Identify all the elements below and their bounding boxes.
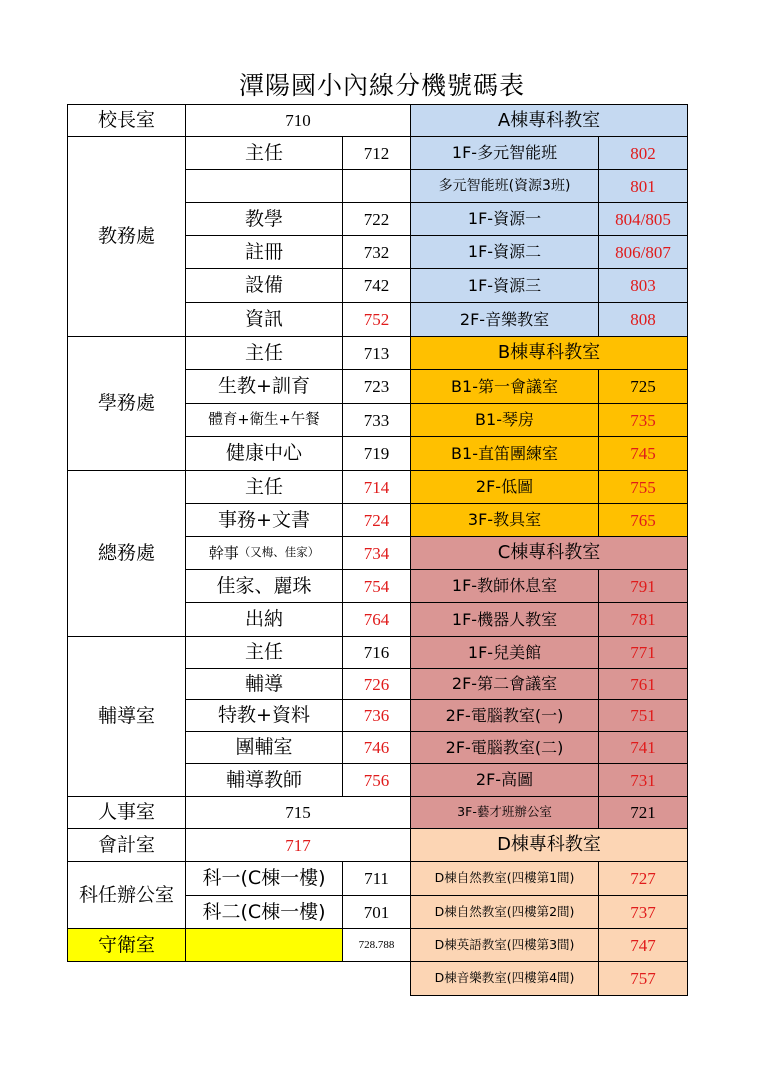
academic-label: 資訊 — [185, 302, 343, 337]
page-title: 潭陽國小內線分機號碼表 — [238, 71, 525, 100]
general-ext: 714 — [342, 470, 411, 504]
b-ext: 725 — [598, 369, 688, 404]
student-ext: 719 — [342, 436, 411, 471]
dept-personnel: 人事室 — [67, 796, 186, 829]
student-ext: 733 — [342, 403, 411, 437]
subject-label: 科二(C棟一樓) — [185, 895, 343, 929]
a-room: 多元智能班(資源3班) — [410, 169, 599, 203]
academic-label: 註冊 — [185, 235, 343, 269]
c-ext: 751 — [598, 699, 688, 732]
c-block-header: C棟專科教室 — [410, 536, 688, 570]
c-room: 2F-電腦教室(二) — [410, 731, 599, 764]
d-block-header: D棟專科教室 — [410, 828, 688, 862]
academic-label: 設備 — [185, 268, 343, 303]
a-room: 1F-資源二 — [410, 235, 599, 269]
b-room: 2F-低圖 — [410, 470, 599, 504]
counseling-ext: 726 — [342, 668, 411, 700]
c-ext: 761 — [598, 668, 688, 700]
c-ext: 721 — [598, 796, 688, 829]
d-ext: 757 — [598, 961, 688, 996]
counseling-ext: 736 — [342, 699, 411, 732]
general-label: 佳家、麗珠 — [185, 569, 343, 603]
a-block-header: A棟專科教室 — [410, 104, 688, 137]
counseling-label: 輔導教師 — [185, 763, 343, 797]
ext-personnel: 715 — [185, 796, 411, 829]
dept-student-affairs: 學務處 — [67, 336, 186, 471]
c-room: 1F-機器人教室 — [410, 602, 599, 637]
b-ext: 765 — [598, 503, 688, 537]
general-label: 出納 — [185, 602, 343, 637]
general-ext: 724 — [342, 503, 411, 537]
c-room: 2F-電腦教室(一) — [410, 699, 599, 732]
b-room: B1-琴房 — [410, 403, 599, 437]
ext-accounting: 717 — [185, 828, 411, 862]
c-room: 3F-藝才班辦公室 — [410, 796, 599, 829]
subject-label: 科一(C棟一樓) — [185, 861, 343, 896]
c-ext: 781 — [598, 602, 688, 637]
general-ext: 734 — [342, 536, 411, 570]
counseling-label: 輔導 — [185, 668, 343, 700]
c-ext: 791 — [598, 569, 688, 603]
academic-ext: 752 — [342, 302, 411, 337]
counseling-ext: 756 — [342, 763, 411, 797]
c-room: 2F-第二會議室 — [410, 668, 599, 700]
b-room: B1-直笛團練室 — [410, 436, 599, 471]
counseling-label: 特教+資料 — [185, 699, 343, 732]
dept-principal: 校長室 — [67, 104, 186, 137]
dept-accounting: 會計室 — [67, 828, 186, 862]
dept-subject-office: 科任辦公室 — [67, 861, 186, 929]
d-room: D棟自然教室(四樓第1間) — [410, 861, 599, 896]
academic-ext: 722 — [342, 202, 411, 236]
a-ext: 802 — [598, 136, 688, 170]
d-ext: 747 — [598, 928, 688, 962]
general-label: 幹事 （又梅、佳家） — [185, 536, 343, 570]
general-label-note: （又梅、佳家） — [238, 545, 320, 560]
dept-guard: 守衛室 — [67, 928, 186, 962]
b-block-header: B棟專科教室 — [410, 336, 688, 370]
student-label: 主任 — [185, 336, 343, 370]
student-label: 體育+衛生+午餐 — [185, 403, 343, 437]
a-ext: 808 — [598, 302, 688, 337]
a-room: 1F-資源一 — [410, 202, 599, 236]
ext-guard: 728.788 — [342, 928, 411, 962]
a-ext: 806/807 — [598, 235, 688, 269]
subject-ext: 711 — [342, 861, 411, 896]
d-room: D棟英語教室(四樓第3間) — [410, 928, 599, 962]
academic-label — [185, 169, 343, 203]
c-room: 1F-兒美館 — [410, 636, 599, 669]
a-ext: 801 — [598, 169, 688, 203]
c-ext: 771 — [598, 636, 688, 669]
guard-blank — [185, 928, 343, 962]
academic-ext: 732 — [342, 235, 411, 269]
c-ext: 731 — [598, 763, 688, 797]
a-room: 1F-多元智能班 — [410, 136, 599, 170]
subject-ext: 701 — [342, 895, 411, 929]
dept-general-affairs: 總務處 — [67, 470, 186, 637]
counseling-ext: 746 — [342, 731, 411, 764]
academic-ext — [342, 169, 411, 203]
d-ext: 737 — [598, 895, 688, 929]
b-ext: 755 — [598, 470, 688, 504]
counseling-label: 團輔室 — [185, 731, 343, 764]
a-room: 1F-資源三 — [410, 268, 599, 303]
academic-ext: 742 — [342, 268, 411, 303]
d-room: D棟音樂教室(四樓第4間) — [410, 961, 599, 996]
academic-label: 主任 — [185, 136, 343, 170]
c-room: 2F-高圖 — [410, 763, 599, 797]
c-room: 1F-教師休息室 — [410, 569, 599, 603]
counseling-label: 主任 — [185, 636, 343, 669]
general-label: 主任 — [185, 470, 343, 504]
student-ext: 713 — [342, 336, 411, 370]
student-ext: 723 — [342, 369, 411, 404]
academic-ext: 712 — [342, 136, 411, 170]
b-ext: 735 — [598, 403, 688, 437]
b-room: 3F-教具室 — [410, 503, 599, 537]
dept-counseling: 輔導室 — [67, 636, 186, 797]
general-label: 事務+文書 — [185, 503, 343, 537]
c-ext: 741 — [598, 731, 688, 764]
ext-principal: 710 — [185, 104, 411, 137]
dept-academic: 教務處 — [67, 136, 186, 337]
student-label: 健康中心 — [185, 436, 343, 471]
b-room: B1-第一會議室 — [410, 369, 599, 404]
a-room: 2F-音樂教室 — [410, 302, 599, 337]
a-ext: 804/805 — [598, 202, 688, 236]
student-label: 生教+訓育 — [185, 369, 343, 404]
general-ext: 764 — [342, 602, 411, 637]
general-ext: 754 — [342, 569, 411, 603]
d-ext: 727 — [598, 861, 688, 896]
b-ext: 745 — [598, 436, 688, 471]
a-ext: 803 — [598, 268, 688, 303]
academic-label: 教學 — [185, 202, 343, 236]
d-room: D棟自然教室(四樓第2間) — [410, 895, 599, 929]
counseling-ext: 716 — [342, 636, 411, 669]
